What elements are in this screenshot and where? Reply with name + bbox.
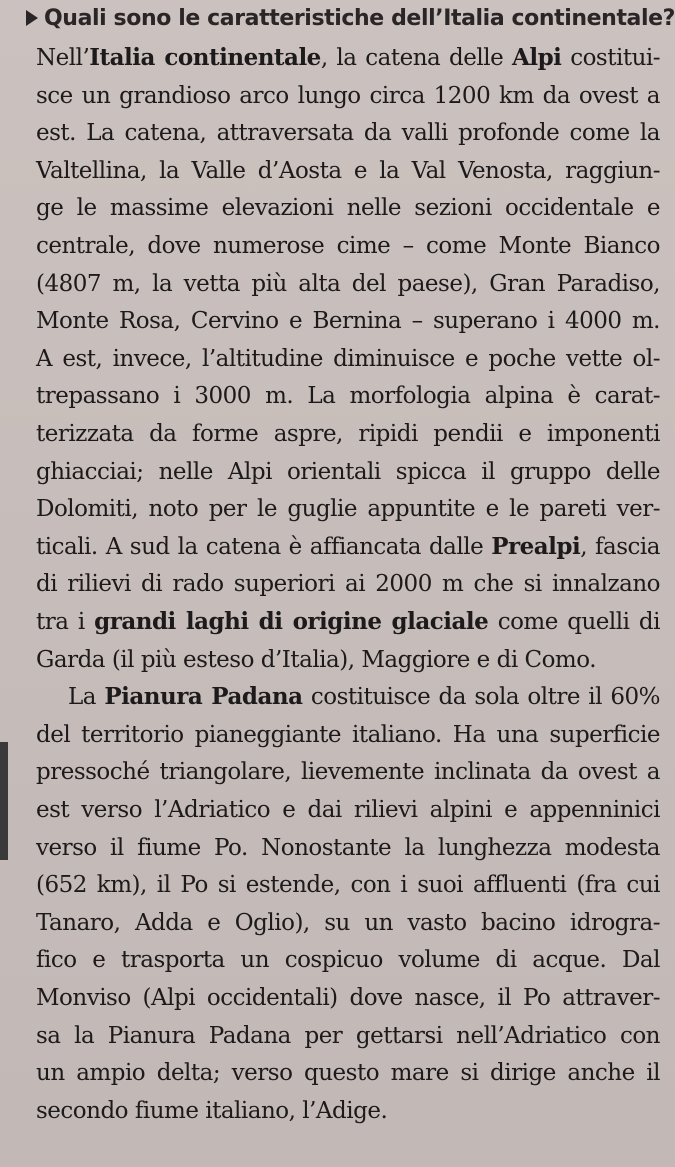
bold-term: Prealpi bbox=[491, 532, 581, 560]
text-line bbox=[36, 980, 660, 1016]
question-heading: Quali sono le caratteristiche dell’Italia continentale? bbox=[44, 5, 675, 31]
bold-term: grandi laghi di origine glaciale bbox=[94, 608, 489, 635]
text-run: un ampio delta; verso questo mare si dirige anche il bbox=[36, 1060, 660, 1087]
text-line bbox=[36, 78, 660, 114]
text-line bbox=[36, 454, 660, 490]
text-run: Monviso (Alpi occidentali) dove nasce, il Po attraver- bbox=[36, 985, 660, 1011]
text-line bbox=[36, 830, 660, 866]
text-run: ghiacciai; nelle Alpi orientali spicca il gruppo delle bbox=[36, 458, 660, 485]
text-run: Monte Rosa, Cervino e Bernina – superano i 4000 m. bbox=[36, 308, 660, 335]
bold-term: Alpi bbox=[512, 44, 562, 71]
text-line bbox=[36, 1018, 660, 1054]
text-line bbox=[36, 905, 660, 941]
text-run: A est, invece, l’altitudine diminuisce e poche vette ol- bbox=[36, 345, 660, 372]
text-line bbox=[36, 341, 660, 377]
text-run: costitui- bbox=[561, 45, 661, 71]
text-run: est verso l’Adriatico e dai rilievi alpini e appenninici bbox=[36, 797, 660, 823]
text-line bbox=[36, 717, 660, 753]
text-run: ge le massime elevazioni nelle sezioni occidentale e bbox=[36, 195, 660, 222]
text-line bbox=[36, 153, 660, 189]
text-run: fico e trasporta un cospicuo volume di acque. Dal bbox=[36, 947, 660, 974]
text-line bbox=[36, 190, 660, 226]
text-line bbox=[36, 529, 660, 565]
text-run: , fascia bbox=[580, 533, 661, 560]
text-line bbox=[36, 266, 660, 302]
text-run: sce un grandioso arco lungo circa 1200 km da ovest a bbox=[36, 82, 660, 109]
text-run: Valtellina, la Valle d’Aosta e la Val Venosta, raggiun- bbox=[36, 157, 660, 184]
text-line bbox=[36, 566, 660, 602]
text-line bbox=[36, 491, 660, 527]
text-line bbox=[36, 115, 660, 151]
text-run: secondo fiume italiano, l’Adige. bbox=[36, 1097, 388, 1124]
text-run: (4807 m, la vetta più alta del paese), Gran Paradiso, bbox=[36, 270, 660, 297]
text-line bbox=[36, 40, 660, 76]
triangle-bullet-icon bbox=[26, 10, 38, 26]
text-run: Nell’ bbox=[36, 45, 90, 71]
text-line bbox=[36, 416, 660, 452]
text-run: centrale, dove numerose cime – come Monte Bianco bbox=[36, 233, 660, 259]
text-run: ticali. A sud la catena è affiancata dalle bbox=[36, 533, 492, 560]
text-run: Dolomiti, noto per le guglie appuntite e le pareti ver- bbox=[36, 496, 660, 523]
text-run: Tanaro, Adda e Oglio), su un vasto bacino idrogra- bbox=[36, 909, 660, 936]
text-run: La bbox=[68, 684, 105, 711]
text-run: del territorio pianeggiante italiano. Ha una superficie bbox=[36, 721, 660, 748]
text-line bbox=[36, 604, 660, 640]
text-run: come quelli di bbox=[488, 609, 660, 635]
bold-term: Italia continentale bbox=[89, 44, 321, 71]
page-edge-marker bbox=[0, 742, 8, 860]
text-line bbox=[68, 679, 660, 715]
text-run: terizzata da forme aspre, ripidi pendii e imponenti bbox=[36, 421, 660, 447]
text-line bbox=[36, 942, 660, 978]
text-run: tra i bbox=[36, 609, 95, 635]
text-line bbox=[36, 867, 660, 903]
text-line bbox=[36, 754, 660, 790]
text-run: verso il fiume Po. Nonostante la lunghezza modesta bbox=[36, 834, 660, 861]
text-run: costituisce da sola oltre il 60% bbox=[302, 684, 660, 711]
text-line bbox=[36, 378, 660, 414]
section-question bbox=[26, 4, 675, 32]
bold-term: Pianura Padana bbox=[104, 683, 303, 711]
text-line bbox=[36, 303, 660, 339]
text-line bbox=[36, 642, 660, 678]
text-line bbox=[36, 1093, 660, 1129]
text-run: pressoché triangolare, lievemente inclinata da ovest a bbox=[36, 759, 660, 786]
text-line bbox=[36, 1055, 660, 1091]
text-line bbox=[36, 792, 660, 828]
text-run: sa la Pianura Padana per gettarsi nell’Adriatico con bbox=[36, 1022, 660, 1049]
text-run: est. La catena, attraversata da valli profonde come la bbox=[36, 120, 660, 147]
text-line bbox=[36, 228, 660, 264]
text-run: Garda (il più esteso d’Italia), Maggiore e di Como. bbox=[36, 646, 597, 673]
text-run: (652 km), il Po si estende, con i suoi affluenti (fra cui bbox=[36, 872, 660, 899]
text-run: , la catena delle bbox=[320, 45, 512, 71]
text-run: trepassano i 3000 m. La morfologia alpina è carat- bbox=[36, 383, 660, 410]
text-run: di rilievi di rado superiori ai 2000 m che si innalzano bbox=[36, 571, 660, 598]
